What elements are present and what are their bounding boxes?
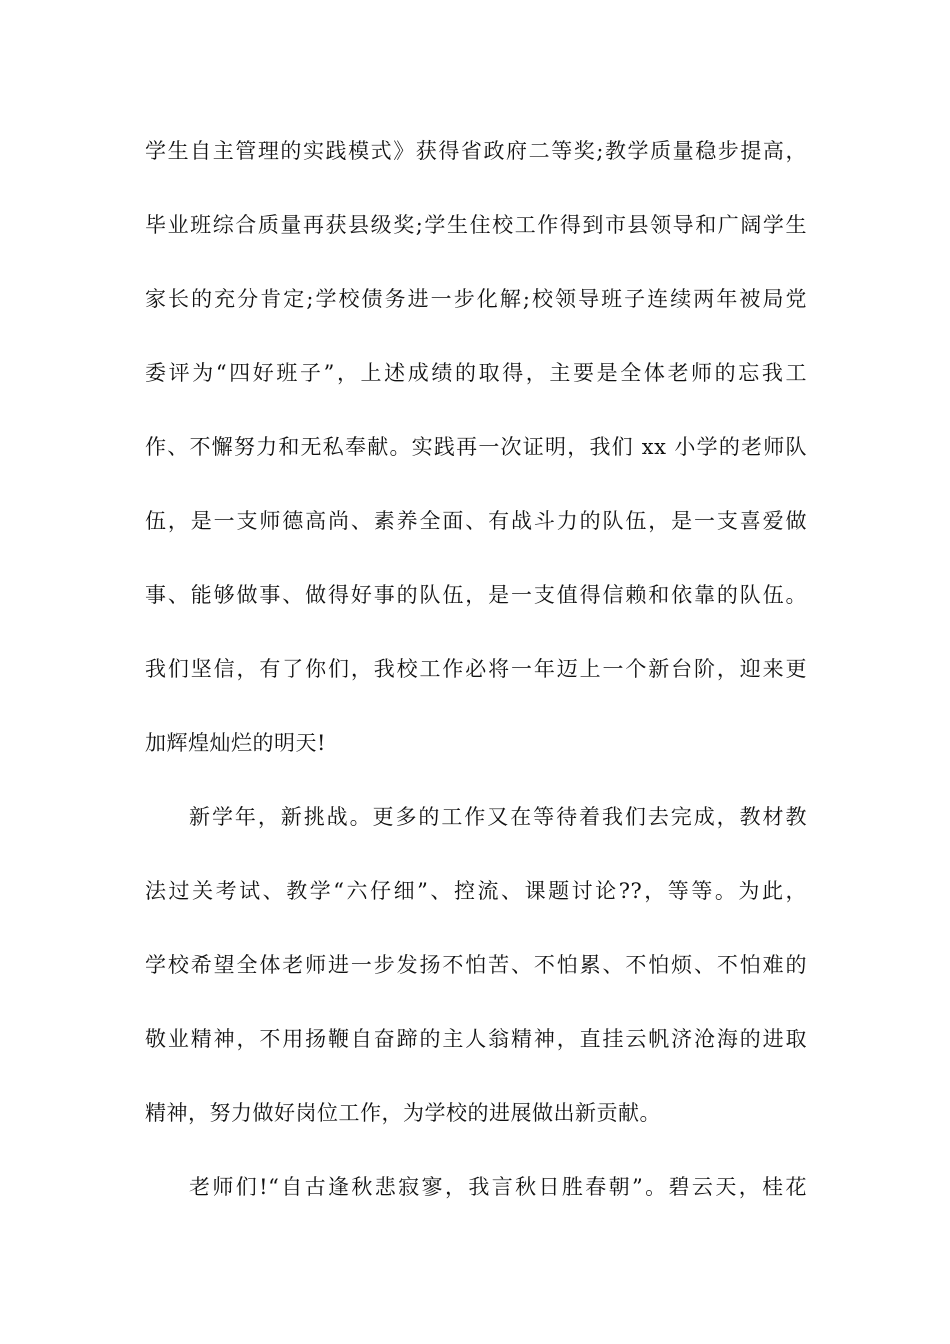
text-line: 学校希望全体老师进一步发扬不怕苦、不怕累、不怕烦、不怕难的	[145, 953, 807, 977]
text-line: 委评为“四好班子”，上述成绩的取得，主要是全体老师的忘我工	[145, 361, 807, 385]
text-line: 我们坚信，有了你们，我校工作必将一年迈上一个新台阶，迎来更	[145, 657, 807, 681]
text-line: 伍，是一支师德高尚、素养全面、有战斗力的队伍，是一支喜爱做	[145, 509, 807, 533]
text-line: 新学年，新挑战。更多的工作又在等待着我们去完成，教材教	[189, 805, 807, 829]
text-line: 毕业班综合质量再获县级奖;学生住校工作得到市县领导和广阔学生	[145, 213, 807, 237]
text-line: 作、不懈努力和无私奉献。实践再一次证明，我们 xx 小学的老师队	[145, 435, 807, 459]
text-line: 老师们!“自古逢秋悲寂寥，我言秋日胜春朝”。碧云天，桂花	[189, 1175, 807, 1199]
text-line: 精神，努力做好岗位工作，为学校的进展做出新贡献。	[145, 1101, 661, 1125]
text-line: 事、能够做事、做得好事的队伍，是一支值得信赖和依靠的队伍。	[145, 583, 807, 607]
text-line: 加辉煌灿烂的明天!	[145, 731, 326, 755]
document-body	[145, 127, 807, 1237]
text-line: 家长的充分肯定;学校债务进一步化解;校领导班子连续两年被局党	[145, 287, 807, 311]
text-line: 敬业精神，不用扬鞭自奋蹄的主人翁精神，直挂云帆济沧海的进取	[145, 1027, 807, 1051]
text-line: 学生自主管理的实践模式》获得省政府二等奖;教学质量稳步提高，	[145, 139, 807, 163]
text-line: 法过关考试、教学“六仔细”、控流、课题讨论??，等等。为此，	[145, 879, 807, 903]
